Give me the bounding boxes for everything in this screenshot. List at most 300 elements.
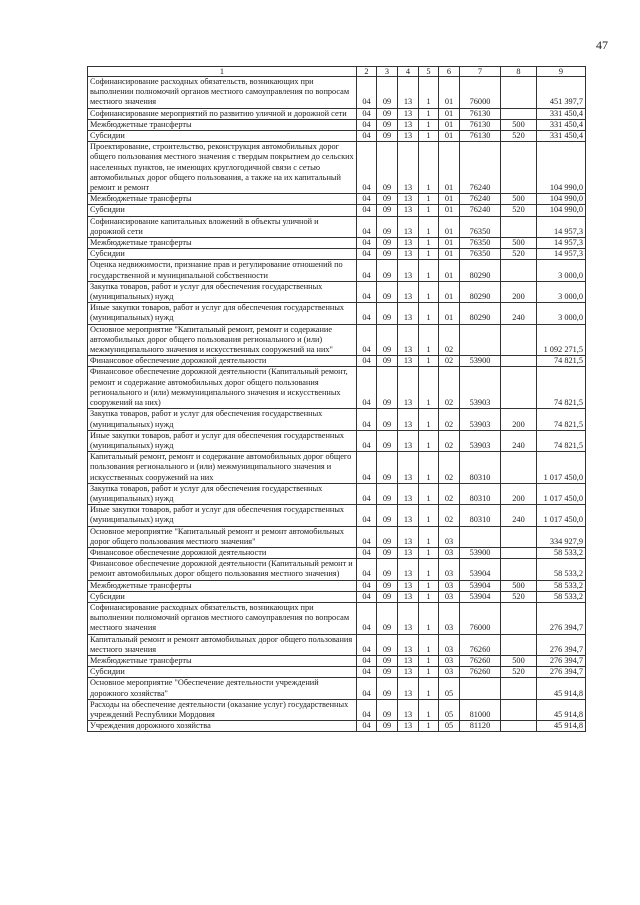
row-code-program: 13 [398,526,419,547]
row-code-event: 02 [439,356,460,367]
row-code-subprogram: 1 [419,77,439,109]
row-amount: 276 394,7 [537,667,586,678]
table-row [88,526,586,547]
row-code-event: 05 [439,678,460,699]
row-code-direction: 76130 [460,119,501,130]
row-code-section: 04 [357,526,377,547]
row-code-event: 01 [439,142,460,194]
row-code-program: 13 [398,721,419,732]
table-row [88,409,586,430]
row-code-program: 13 [398,77,419,109]
row-code-subprogram: 1 [419,142,439,194]
row-code-program: 13 [398,119,419,130]
row-code-subsection: 09 [377,526,398,547]
row-code-section: 04 [357,678,377,699]
row-code-subprogram: 1 [419,194,439,205]
row-code-program: 13 [398,303,419,324]
row-amount: 58 533,2 [537,591,586,602]
row-amount: 45 914,8 [537,721,586,732]
column-header-2: 2 [357,67,377,77]
row-code-program: 13 [398,430,419,451]
row-code-section: 04 [357,303,377,324]
row-code-expense-type: 520 [501,591,537,602]
row-amount: 74 821,5 [537,409,586,430]
table-row [88,667,586,678]
row-amount: 45 914,8 [537,678,586,699]
row-code-program: 13 [398,559,419,580]
row-amount: 14 957,3 [537,238,586,249]
row-name: Софинансирование капитальных вложений в объекты уличной и дорожной сети [88,216,357,237]
row-code-direction [460,526,501,547]
row-code-direction: 76240 [460,142,501,194]
row-code-event: 03 [439,602,460,634]
page-number: 47 [596,38,608,52]
row-code-direction: 80310 [460,452,501,484]
row-code-event: 01 [439,260,460,281]
row-code-subsection: 09 [377,409,398,430]
row-amount: 3 000,0 [537,260,586,281]
row-code-subsection: 09 [377,194,398,205]
row-code-direction [460,324,501,356]
row-code-direction: 76350 [460,249,501,260]
row-code-program: 13 [398,249,419,260]
row-amount: 14 957,3 [537,249,586,260]
row-code-section: 04 [357,324,377,356]
row-name: Оценка недвижимости, признание прав и регулирование отношений по государственной и муниципальной собственности [88,260,357,281]
row-code-expense-type [501,324,537,356]
row-code-subprogram: 1 [419,430,439,451]
table-row [88,591,586,602]
column-header-3: 3 [377,67,398,77]
table-row [88,430,586,451]
table-row [88,367,586,409]
row-code-section: 04 [357,655,377,666]
row-code-section: 04 [357,483,377,504]
row-name: Иные закупки товаров, работ и услуг для обеспечения государственных (муниципальных) нужд [88,303,357,324]
row-code-section: 04 [357,591,377,602]
row-name: Субсидии [88,131,357,142]
row-code-direction: 80310 [460,505,501,526]
row-code-section: 04 [357,194,377,205]
row-code-event: 03 [439,634,460,655]
row-amount: 14 957,3 [537,216,586,237]
row-code-expense-type [501,142,537,194]
row-code-event: 01 [439,249,460,260]
row-amount: 1 017 450,0 [537,505,586,526]
row-name: Закупка товаров, работ и услуг для обеспечения государственных (муниципальных) нужд [88,281,357,302]
row-code-event: 01 [439,205,460,216]
row-code-subprogram: 1 [419,559,439,580]
row-name: Капитальный ремонт, ремонт и содержание автомобильных дорог общего пользования регионального и (или) межмуниципального значения и искусственных сооружений на них [88,452,357,484]
row-code-event: 02 [439,505,460,526]
row-code-section: 04 [357,547,377,558]
table-row [88,194,586,205]
row-code-event: 01 [439,108,460,119]
row-code-subprogram: 1 [419,602,439,634]
row-code-subprogram: 1 [419,655,439,666]
row-code-section: 04 [357,142,377,194]
row-name: Капитальный ремонт и ремонт автомобильных дорог общего пользования местного значения [88,634,357,655]
table-row [88,249,586,260]
row-amount: 331 450,4 [537,131,586,142]
row-code-event: 01 [439,303,460,324]
table-row [88,559,586,580]
row-code-direction: 53900 [460,547,501,558]
row-name: Софинансирование мероприятий по развитию уличной и дорожной сети [88,108,357,119]
row-code-event: 03 [439,591,460,602]
row-code-subsection: 09 [377,721,398,732]
row-code-subsection: 09 [377,547,398,558]
row-code-subsection: 09 [377,77,398,109]
row-code-program: 13 [398,260,419,281]
row-amount: 104 990,0 [537,142,586,194]
table-row [88,324,586,356]
row-code-expense-type [501,216,537,237]
row-name: Межбюджетные трансферты [88,580,357,591]
row-amount: 3 000,0 [537,303,586,324]
row-code-direction: 53904 [460,559,501,580]
row-code-section: 04 [357,281,377,302]
row-name: Финансовое обеспечение дорожной деятельности [88,547,357,558]
row-code-program: 13 [398,142,419,194]
row-code-event: 01 [439,194,460,205]
row-code-subsection: 09 [377,655,398,666]
row-code-section: 04 [357,367,377,409]
row-code-expense-type [501,547,537,558]
row-code-subprogram: 1 [419,238,439,249]
row-code-expense-type: 240 [501,303,537,324]
row-code-event: 01 [439,216,460,237]
row-code-section: 04 [357,205,377,216]
row-code-direction: 76350 [460,238,501,249]
row-code-program: 13 [398,547,419,558]
row-code-program: 13 [398,367,419,409]
row-code-expense-type: 240 [501,505,537,526]
row-code-direction: 76260 [460,634,501,655]
row-code-direction: 81120 [460,721,501,732]
row-amount: 276 394,7 [537,602,586,634]
row-code-subsection: 09 [377,505,398,526]
table-row [88,356,586,367]
row-code-section: 04 [357,260,377,281]
row-code-expense-type: 200 [501,281,537,302]
row-code-section: 04 [357,77,377,109]
row-code-subsection: 09 [377,119,398,130]
row-code-expense-type [501,367,537,409]
row-code-subprogram: 1 [419,667,439,678]
table-row [88,602,586,634]
row-code-expense-type: 500 [501,238,537,249]
row-amount: 451 397,7 [537,77,586,109]
row-code-expense-type: 500 [501,194,537,205]
row-code-event: 01 [439,131,460,142]
row-amount: 3 000,0 [537,281,586,302]
row-code-subsection: 09 [377,559,398,580]
row-code-expense-type [501,602,537,634]
row-amount: 331 450,4 [537,119,586,130]
row-code-section: 04 [357,430,377,451]
row-name: Межбюджетные трансферты [88,238,357,249]
row-name: Основное мероприятие "Обеспечение деятельности учреждений дорожного хозяйства" [88,678,357,699]
row-code-expense-type [501,721,537,732]
row-code-subprogram: 1 [419,634,439,655]
row-code-expense-type [501,260,537,281]
row-amount: 58 533,2 [537,547,586,558]
row-code-direction: 76000 [460,77,501,109]
row-name: Субсидии [88,667,357,678]
row-code-section: 04 [357,249,377,260]
row-amount: 1 017 450,0 [537,483,586,504]
row-code-expense-type [501,77,537,109]
row-code-subsection: 09 [377,249,398,260]
column-header-4: 4 [398,67,419,77]
row-code-subsection: 09 [377,667,398,678]
row-code-program: 13 [398,194,419,205]
row-name: Субсидии [88,591,357,602]
row-code-expense-type: 500 [501,655,537,666]
row-code-program: 13 [398,324,419,356]
table-row [88,238,586,249]
row-code-section: 04 [357,699,377,720]
row-amount: 1 092 271,5 [537,324,586,356]
row-name: Субсидии [88,249,357,260]
row-code-expense-type: 520 [501,667,537,678]
table-row [88,547,586,558]
row-name: Софинансирование расходных обязательств, возникающих при выполнении полномочий органов местного самоуправления по вопросам местного значения [88,602,357,634]
row-code-event: 01 [439,77,460,109]
row-code-program: 13 [398,216,419,237]
row-code-direction: 76000 [460,602,501,634]
table-row [88,108,586,119]
table-row [88,119,586,130]
row-code-program: 13 [398,591,419,602]
row-code-direction: 53904 [460,580,501,591]
row-code-expense-type: 200 [501,409,537,430]
row-code-direction: 53900 [460,356,501,367]
row-code-section: 04 [357,667,377,678]
row-code-subprogram: 1 [419,356,439,367]
row-code-subsection: 09 [377,483,398,504]
budget-table [87,66,586,732]
row-code-event: 02 [439,409,460,430]
row-code-event: 03 [439,559,460,580]
row-name: Финансовое обеспечение дорожной деятельности (Капитальный ремонт и ремонт автомобильных дорог общего пользования местного значения) [88,559,357,580]
row-name: Иные закупки товаров, работ и услуг для обеспечения государственных (муниципальных) нужд [88,430,357,451]
row-code-section: 04 [357,356,377,367]
row-code-expense-type [501,678,537,699]
row-name: Межбюджетные трансферты [88,119,357,130]
row-name: Закупка товаров, работ и услуг для обеспечения государственных (муниципальных) нужд [88,483,357,504]
row-code-expense-type: 500 [501,580,537,591]
row-code-expense-type [501,699,537,720]
row-code-direction: 76350 [460,216,501,237]
row-code-subprogram: 1 [419,324,439,356]
row-code-program: 13 [398,356,419,367]
row-code-section: 04 [357,602,377,634]
row-code-section: 04 [357,634,377,655]
row-code-event: 02 [439,452,460,484]
row-code-direction [460,678,501,699]
row-code-subprogram: 1 [419,205,439,216]
row-amount: 74 821,5 [537,367,586,409]
row-amount: 276 394,7 [537,655,586,666]
row-code-direction: 76240 [460,205,501,216]
row-code-program: 13 [398,205,419,216]
row-code-subsection: 09 [377,699,398,720]
row-code-expense-type: 520 [501,249,537,260]
row-code-direction: 53904 [460,591,501,602]
row-code-expense-type: 240 [501,430,537,451]
row-code-direction: 53903 [460,409,501,430]
row-code-subsection: 09 [377,131,398,142]
row-code-program: 13 [398,108,419,119]
row-code-program: 13 [398,281,419,302]
row-code-subprogram: 1 [419,591,439,602]
row-code-subsection: 09 [377,430,398,451]
row-code-program: 13 [398,238,419,249]
row-code-program: 13 [398,409,419,430]
row-code-program: 13 [398,580,419,591]
row-code-subprogram: 1 [419,526,439,547]
row-code-section: 04 [357,409,377,430]
row-code-event: 05 [439,721,460,732]
table-row [88,281,586,302]
row-code-section: 04 [357,216,377,237]
row-code-event: 03 [439,655,460,666]
row-code-direction: 80290 [460,281,501,302]
row-code-direction: 76260 [460,667,501,678]
column-header-6: 6 [439,67,460,77]
table-row [88,452,586,484]
table-row [88,634,586,655]
row-code-subprogram: 1 [419,216,439,237]
row-amount: 74 821,5 [537,356,586,367]
row-code-subprogram: 1 [419,249,439,260]
row-code-expense-type: 520 [501,131,537,142]
row-code-event: 02 [439,430,460,451]
row-code-expense-type: 500 [501,119,537,130]
row-code-expense-type: 520 [501,205,537,216]
table-header-row [88,67,586,77]
row-code-program: 13 [398,667,419,678]
row-amount: 331 450,4 [537,108,586,119]
row-code-subprogram: 1 [419,131,439,142]
row-code-event: 03 [439,547,460,558]
row-name: Иные закупки товаров, работ и услуг для обеспечения государственных (муниципальных) нужд [88,505,357,526]
row-code-subsection: 09 [377,580,398,591]
row-code-subsection: 09 [377,324,398,356]
row-code-expense-type [501,108,537,119]
row-code-direction: 76240 [460,194,501,205]
table-row [88,77,586,109]
row-code-subsection: 09 [377,281,398,302]
table-row [88,303,586,324]
row-amount: 104 990,0 [537,205,586,216]
row-amount: 104 990,0 [537,194,586,205]
row-code-subsection: 09 [377,303,398,324]
row-code-subprogram: 1 [419,721,439,732]
row-code-subprogram: 1 [419,699,439,720]
row-code-subsection: 09 [377,634,398,655]
row-code-subprogram: 1 [419,260,439,281]
table-row [88,580,586,591]
row-name: Межбюджетные трансферты [88,655,357,666]
row-code-direction: 76130 [460,108,501,119]
row-code-program: 13 [398,678,419,699]
row-code-section: 04 [357,108,377,119]
row-amount: 334 927,9 [537,526,586,547]
row-code-event: 02 [439,367,460,409]
row-code-event: 03 [439,667,460,678]
row-name: Межбюджетные трансферты [88,194,357,205]
table-row [88,205,586,216]
row-code-direction: 76260 [460,655,501,666]
table-row [88,505,586,526]
row-code-program: 13 [398,655,419,666]
table-row [88,678,586,699]
row-code-program: 13 [398,602,419,634]
table-row [88,216,586,237]
row-code-subprogram: 1 [419,547,439,558]
column-header-8: 8 [501,67,537,77]
row-code-subprogram: 1 [419,452,439,484]
row-code-direction: 76130 [460,131,501,142]
row-code-subprogram: 1 [419,483,439,504]
row-code-subsection: 09 [377,367,398,409]
row-code-subsection: 09 [377,591,398,602]
row-code-expense-type [501,526,537,547]
row-code-event: 02 [439,324,460,356]
row-code-event: 01 [439,119,460,130]
row-code-section: 04 [357,721,377,732]
column-header-9: 9 [537,67,586,77]
table-row [88,721,586,732]
row-code-subsection: 09 [377,108,398,119]
row-code-expense-type [501,634,537,655]
table-row [88,699,586,720]
row-code-section: 04 [357,119,377,130]
table-body [88,77,586,732]
row-code-section: 04 [357,505,377,526]
row-code-subprogram: 1 [419,281,439,302]
row-code-subsection: 09 [377,238,398,249]
row-amount: 74 821,5 [537,430,586,451]
row-code-program: 13 [398,452,419,484]
row-code-direction: 53903 [460,430,501,451]
row-name: Проектирование, строительство, реконструкция автомобильных дорог общего пользования местного значения с твердым покрытием до сельских населенных пунктов, не имеющих круглогодичной связи с сетью автомобильных дорог общего пользования, а также на их капитальный ремонт и ремонт [88,142,357,194]
row-code-subsection: 09 [377,142,398,194]
row-code-direction: 80310 [460,483,501,504]
table-row [88,260,586,281]
row-code-event: 05 [439,699,460,720]
row-amount: 58 533,2 [537,580,586,591]
row-code-section: 04 [357,580,377,591]
table-row [88,655,586,666]
row-code-program: 13 [398,131,419,142]
row-name: Учреждения дорожного хозяйства [88,721,357,732]
row-code-subprogram: 1 [419,678,439,699]
row-code-event: 03 [439,526,460,547]
row-code-program: 13 [398,483,419,504]
row-name: Субсидии [88,205,357,216]
table-row [88,483,586,504]
row-name: Финансовое обеспечение дорожной деятельности [88,356,357,367]
row-code-subprogram: 1 [419,580,439,591]
row-code-expense-type [501,452,537,484]
row-amount: 58 533,2 [537,559,586,580]
row-code-section: 04 [357,559,377,580]
row-code-expense-type: 200 [501,483,537,504]
